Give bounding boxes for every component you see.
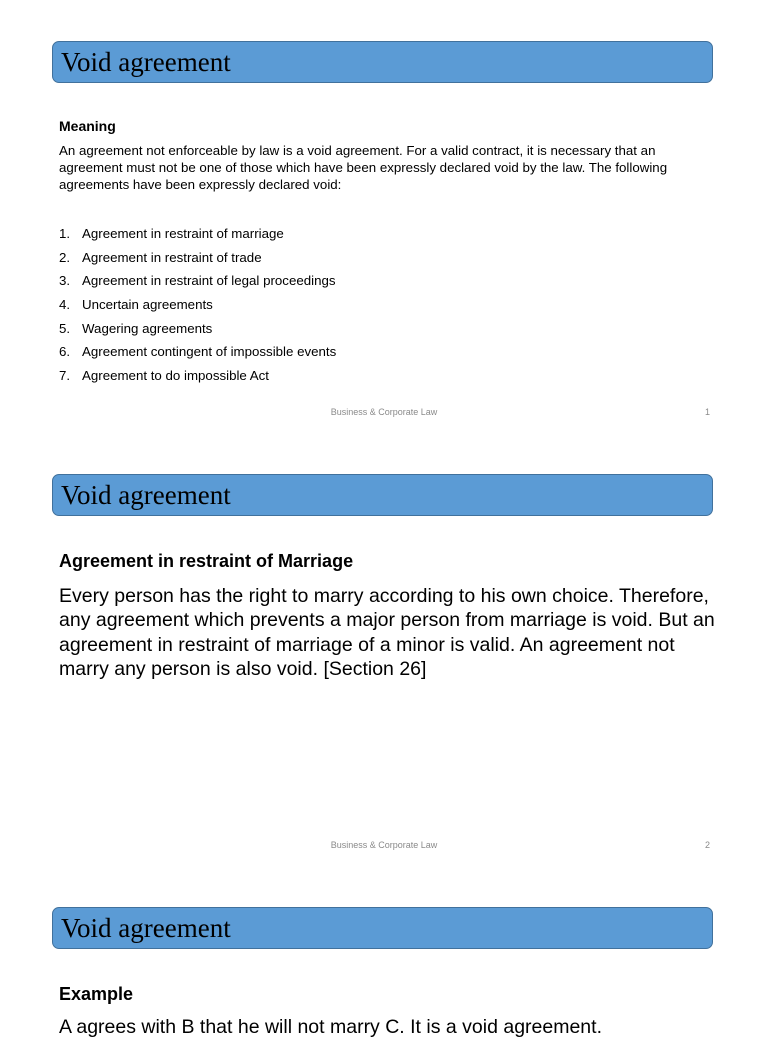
section-body: Every person has the right to marry according to his own choice. Therefore, any agreement which prevents a major person from marriage is void. But an agreement in restraint of marriage of a minor is valid. An agreement not marry any person is also void. [Section 26]	[59, 585, 715, 680]
section-heading: Example	[59, 984, 134, 1004]
footer-label: Business & Corporate Law	[330, 840, 438, 850]
void-agreements-list	[59, 225, 336, 391]
list-item-text: Wagering agreements	[82, 320, 213, 336]
list-item-number: 7.	[59, 368, 71, 384]
list-item	[59, 249, 336, 273]
list-item	[59, 225, 336, 249]
list-item-number: 4.	[59, 297, 71, 313]
list-item	[59, 343, 336, 367]
list-item-number: 3.	[59, 273, 71, 289]
section-heading: Meaning	[59, 118, 116, 134]
list-item-text: Agreement in restraint of trade	[82, 249, 262, 265]
slide-title: Void agreement	[61, 47, 231, 77]
footer-label: Business & Corporate Law	[330, 407, 438, 417]
section-heading: Agreement in restraint of Marriage	[59, 551, 354, 571]
list-item	[59, 320, 336, 344]
slide-title: Void agreement	[61, 913, 231, 943]
list-item-number: 5.	[59, 320, 71, 336]
list-item-text: Agreement in restraint of marriage	[82, 226, 284, 241]
list-item-text: Agreement contingent of impossible events	[82, 344, 337, 360]
slide-1	[0, 0, 768, 433]
list-item-number: 6.	[59, 344, 71, 360]
list-item-text: Agreement to do impossible Act	[82, 368, 269, 384]
section-body: An agreement not enforceable by law is a void agreement. For a valid contract, it is necessary that an agreement must not be one of those which have been expressly declared void by the law. The following agreements have been expressly declared void:	[59, 143, 668, 192]
list-item-text: Uncertain agreements	[82, 297, 213, 313]
list-item	[59, 272, 336, 296]
page-number: 1	[704, 407, 710, 417]
list-item-number: 1.	[59, 226, 71, 241]
slide-title: Void agreement	[61, 480, 231, 510]
slide-title-bar	[52, 474, 713, 516]
slide-title-bar	[52, 41, 713, 83]
page-number: 2	[704, 840, 710, 850]
list-item	[59, 296, 336, 320]
section-body: A agrees with B that he will not marry C. It is a void agreement.	[59, 1016, 602, 1038]
list-item-number: 2.	[59, 249, 71, 265]
list-item-text: Agreement in restraint of legal proceedings	[82, 273, 336, 289]
slide-title-bar	[52, 907, 713, 949]
list-item	[59, 367, 336, 391]
